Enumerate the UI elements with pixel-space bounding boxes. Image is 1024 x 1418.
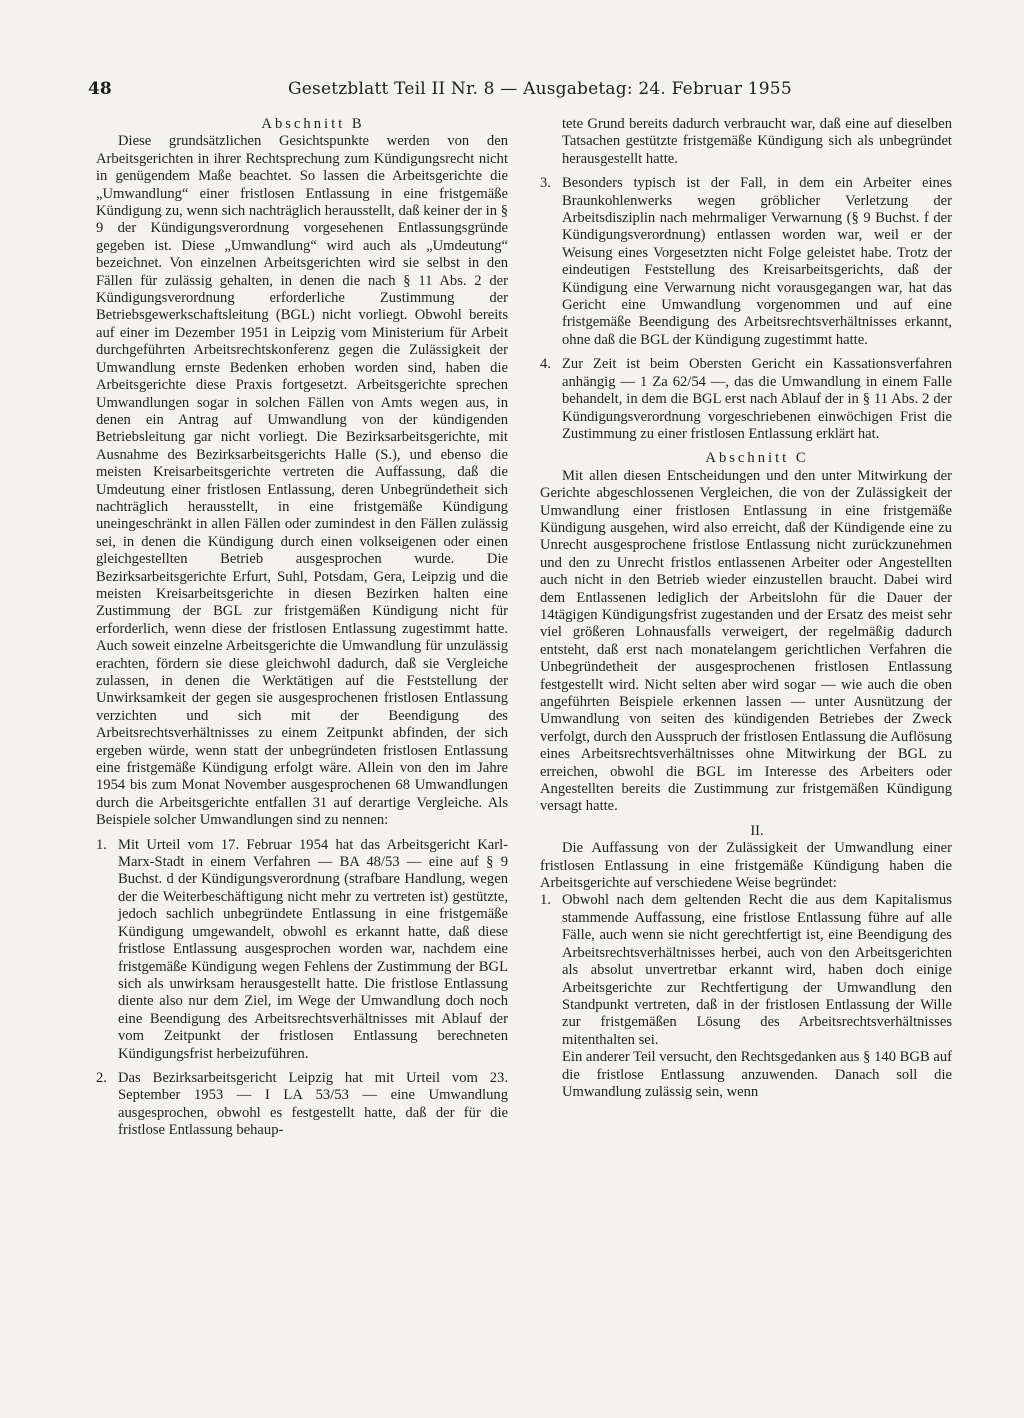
paragraph: Diese grundsätzlichen Gesichtspunkte werden von den Arbeitsgerichten in ihrer Rechtsprechung zum Kündigungsrecht nicht in genügendem Maße beachtet. So lassen die Arbeitsgerichte die „Umwandlung“ einer fristlosen Entlassung in eine fristgemäße Kündigung zu, wenn sich nachträglich herausstellt, daß keiner der in § 9 der Kündigungsverordnung vorgesehenen Entlassungsgründe gegeben ist. Diese „Umwandlung“ wird auch als „Umdeutung“ bezeichnet. Von einzelnen Arbeitsgerichten wird sie selbst in den Fällen für zulässig gehalten, in denen die nach § 11 Abs. 2 der Kündigungsverordnung erforderliche Zustimmung der Betriebsgewerkschaftsleitung (BGL) nicht vorliegt. Obwohl bereits auf einer im Dezember 1951 in Leipzig vom Ministerium für Arbeit durchgeführten Arbeitsrechtskonferenz gegen die Zulässigkeit der Umwandlung ernste Bedenken erhoben worden sind, haben die Arbeitsgerichte diese Praxis fortgesetzt. Arbeitsgerichte sprechen Umwandlungen sogar in solchen Fällen von Amts wegen aus, in denen ein Antrag auf Umwandlung von der kündigenden Betriebsleitung gar nicht vorliegt. Die Bezirksarbeitsgerichte, mit Ausnahme des Bezirksarbeitsgerichts Halle (S.), und ebenso die meisten Kreisarbeitsgerichte vertreten die Auffassung, daß die Umdeutung einer fristlosen Entlassung, deren Unbegründetheit sich nachträglich herausstellt, in eine fristgemäße Kündigung uneingeschränkt in allen Fällen oder zumindest in den Fällen zulässig sei, in denen die Kündigung durch einen volkseigenen oder einen gleichgestellten Betrieb ausgesprochen wurde. Die Bezirksarbeitsgerichte Erfurt, Suhl, Potsdam, Gera, Leipzig und die meisten Kreisarbeitsgerichte in diesen Bezirken halten eine Zustimmung der BGL zur fristgemäßen Kündigung nicht für erforderlich, wenn diese der fristlosen Entlassung zugestimmt hatte. Auch soweit einzelne Arbeitsgerichte die Umwandlung für unzulässig erachten, fördern sie diese gleichwohl dadurch, daß sie Vergleiche zulassen, in denen die Werktätigen auf die Feststellung der Unwirksamkeit der gegen sie ausgesprochenen fristlosen Entlassung verzichten und sich mit der Beendigung des Arbeitsrechtsverhältnisses zu einem Zeitpunkt abfinden, der sich ergeben würde, wenn statt der unbegründeten fristlosen Entlassung eine fristgemäße Kündigung erfolgt wäre. Allein von den im Jahre 1954 bis zum Monat November ausgesprochenen 68 Umwandlungen durch die Arbeitsgerichte entfallen 31 auf derartige Vergleiche. Als Beispiele solcher Umwandlungen sind zu nennen: [96, 133, 508, 829]
left-column [96, 116, 508, 1140]
list-item [540, 892, 952, 1049]
section-heading-c: Abschnitt C [705, 450, 809, 467]
section-heading-b: Abschnitt B [261, 116, 365, 132]
list-number: 3. [540, 175, 551, 192]
list-item [540, 175, 952, 349]
section-heading-ii: II. [750, 822, 764, 839]
right-column [540, 116, 952, 1101]
paragraph: Mit allen diesen Entscheidungen und den unter Mitwirkung der Gerichte abgeschlossenen Vergleichen, die von der Zulässigkeit der Umwandlung einer fristlosen Entlassung in eine fristgemäße Kündigung ausgehen, wird also erreicht, daß der Kündigende eine zu Unrecht ausgesprochene fristlose Entlassung nicht zurückzunehmen und den zu Unrecht fristlos entlassenen Arbeiter oder Angestellten auch nicht in den Betrieb wieder einzustellen braucht. Dabei wird dem Entlassenen lediglich der Arbeitslohn für die Dauer der 14tägigen Kündigungsfrist zugestanden und der Ersatz des meist sehr viel größeren Lohnausfalls verweigert, der regelmäßig dadurch entsteht, daß erst nach monatelangem gerichtlichen Verfahren die Unbegründetheit der ausgesprochenen fristlosen Entlassung festgestellt wird. Nicht selten aber wird sogar — wie auch die oben angeführten Beispiele erkennen lassen — unter Ausnützung der Umwandlung von seiten des kündigenden Betriebes der Zweck verfolgt, durch den Ausspruch der fristlosen Entlassung die Auflösung eines Arbeitsrechtsverhältnisses ohne Mitwirkung der BGL zu erreichen, obwohl die BGL im Interesse des Arbeiters oder Angestellten bereits die Zustimmung zur fristgemäßen Kündigung versagt hatte. [540, 467, 952, 815]
list-text: Zur Zeit ist beim Obersten Gericht ein Kassationsverfahren anhängig — 1 Za 62/54 —, das die Umwandlung in einem Falle behandelt, in dem die BGL erst nach Ablauf der in § 11 Abs. 2 der Kündigungsverordnung vorgeschriebenen einwöchigen Frist die Zustimmung zu einer fristlosen Entlassung erklärt hat. [562, 356, 952, 442]
list-number: 2. [96, 1069, 107, 1086]
list-number: 1. [96, 836, 107, 853]
list-continuation: tete Grund bereits dadurch verbraucht war, daß eine auf dieselben Tatsachen gestützte fristgemäße Kündigung sich als unbegründet herausgestellt hatte. [562, 116, 952, 167]
list-text: Obwohl nach dem geltenden Recht die aus dem Kapitalismus stammende Auffassung, eine fristlose Entlassung führe auf alle Fälle, auch wenn sie nicht gerechtfertigt ist, eine Beendigung des Arbeitsrechtsverhältnisses herbei, auch von den Arbeitsgerichten als absolut unvertretbar erkannt wird, haben doch einige Arbeitsgerichte zur Rechtfertigung der Umwandlung den Standpunkt vertreten, daß in der fristlosen Entlassung der Wille zur fristgemäßen Lösung des Arbeitsrechtsverhältnisses mitenthalten sei. [562, 892, 952, 1048]
list-number: 1. [540, 892, 551, 909]
running-title: Gesetzblatt Teil II Nr. 8 — Ausgabetag: 24. Februar 1955 [288, 79, 792, 99]
list-item [96, 1070, 508, 1140]
list-continuation: Ein anderer Teil versucht, den Rechtsgedanken aus § 140 BGB auf die fristlose Entlassung anzuwenden. Danach soll die Umwandlung zulässig sein, wenn [562, 1049, 952, 1100]
list-text: Besonders typisch ist der Fall, in dem ein Arbeiter eines Braunkohlenwerks wegen gröblicher Verletzung der Arbeitsdisziplin nach mehrmaliger Verwarnung (§ 9 Buchst. f der Kündigungsverordnung) entlassen worden war, weil er der Weisung eines Vorgesetzten nicht Folge geleistet habe. Trotz der eindeutigen Feststellung des Kreisarbeitsgerichts, daß der Kündigung eine Verwarnung nicht vorausgegangen war, hat das Gericht eine Umwandlung vorgenommen und auf eine fristgemäße Beendigung des Arbeitsrechtsverhältnisses erkannt, ohne daß die BGL der Kündigung zugestimmt hatte. [562, 175, 952, 348]
list-number: 4. [540, 356, 551, 373]
list-text: Mit Urteil vom 17. Februar 1954 hat das Arbeitsgericht Karl-Marx-Stadt in einem Verfahren — BA 48/53 — eine auf § 9 Buchst. d der Kündigungsverordnung (strafbare Handlung, wegen der die Weiterbeschäftigung nicht mehr zu vertreten ist) gestützte, jedoch sachlich unbegründete Entlassung in eine fristgemäße Kündigung umgewandelt, obwohl es erkannt hatte, daß diese fristlose Entlassung ausgesprochen worden war, nachdem eine fristgemäße Kündigung wegen Fehlens der Zustimmung der BGL sich als unwirksam herausgestellt hatte. Die fristlose Entlassung diente also nur dem Ziel, im Wege der Umwandlung doch noch eine Beendigung des Arbeitsrechtsverhältnisses mit Ablauf der vom Zeitpunkt der fristlosen Entlassung berechneten Kündigungsfrist herbeizuführen. [118, 836, 508, 1062]
list-text: Das Bezirksarbeitsgericht Leipzig hat mit Urteil vom 23. September 1953 — I LA 53/53 — eine Umwandlung ausgesprochen, obwohl es festgestellt hatte, daß der für die fristlose Entlassung behaup- [118, 1069, 508, 1139]
running-header [88, 76, 968, 102]
paragraph: Die Auffassung von der Zulässigkeit der Umwandlung einer fristlosen Entlassung in eine fristgemäße Kündigung haben die Arbeitsgerichte auf verschiedene Weise begründet: [540, 840, 952, 892]
page-number: 48 [88, 79, 112, 99]
list-item [540, 356, 952, 443]
list-item [96, 837, 508, 1063]
